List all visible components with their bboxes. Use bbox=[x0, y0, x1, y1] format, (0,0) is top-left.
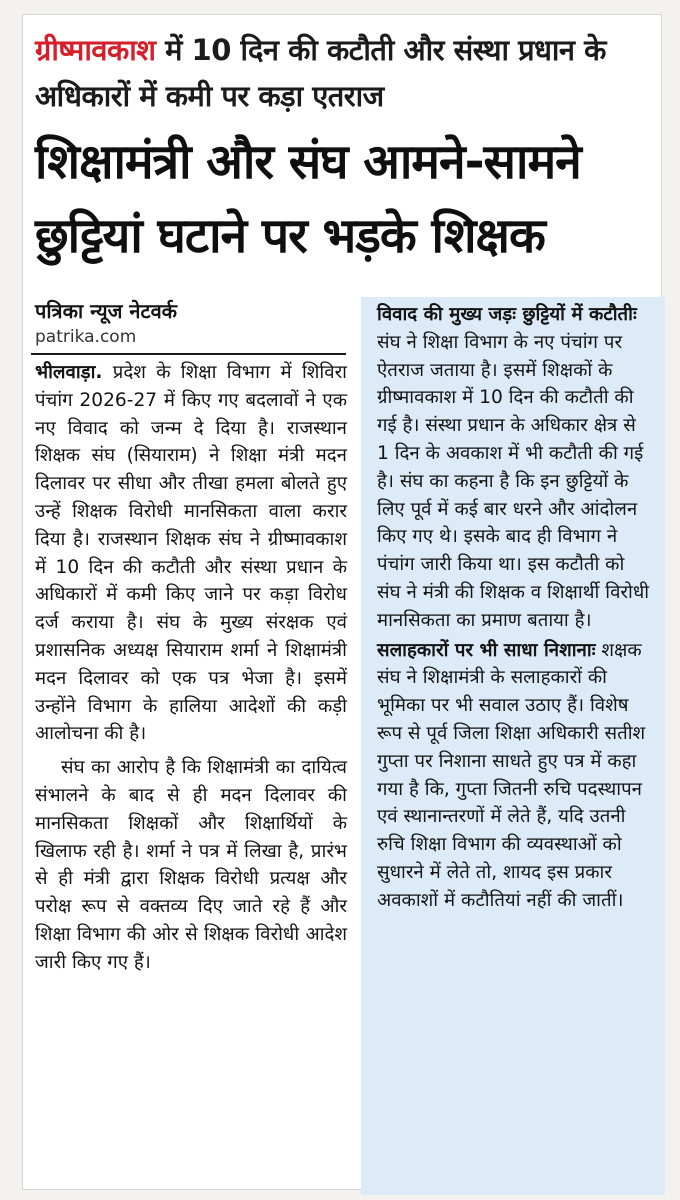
sidebar-section-2-text: शक्षक संघ ने शिक्षामंत्री के सलाहकारों की भूमिका पर भी सवाल उठाए हैं। विशेष रूप से पूर्व जिला शिक्षा अधिकारी सतीश गुप्ता पर निशाना साधते हुए पत्र में कहा गया है कि, गुप्ता जितनी रुचि पदस्थापन एवं स्थानान्तरणों में लेते हैं, यदि उतनी रुचि शिक्षा विभाग की व्यवस्थाओं को सुधारने में लेते तो, शायद इस प्रकार अवकाशों में कटौतियां नहीं की जातीं। bbox=[377, 639, 646, 911]
byline bbox=[35, 297, 345, 349]
body-paragraph-1-text: प्रदेश के शिक्षा विभाग में शिविरा पंचांग 2026-27 में किए गए बदलावों ने एक नए विवाद को जन्म दे दिया है। राजस्थान शिक्षक संघ (सियाराम) ने शिक्षा मंत्री मदन दिलावर पर सीधा और तीखा हमला बोलते हुए उन्हें शिक्षक विरोधी मानसिकता वाला करार दिया है। राजस्थान शिक्षक संघ ने ग्रीष्मावकाश में 10 दिन की कटौती और संस्था प्रधान के अधिकारों में कमी किए जाने पर कड़ा विरोध दर्ज कराया है। संघ के मुख्य संरक्षक एवं प्रशासनिक अध्यक्ष सियाराम शर्मा ने शिक्षामंत्री मदन दिलावर को एक पत्र भेजा है। इसमें उन्होंने विभाग के हालिया आदेशों की कड़ी आलोचना की है। bbox=[35, 362, 347, 745]
sidebar-section-1 bbox=[377, 301, 653, 635]
column-divider-rule bbox=[31, 353, 346, 355]
main-headline bbox=[35, 125, 651, 273]
kicker-highlight: ग्रीष्मावकाश bbox=[35, 33, 156, 67]
sidebar-section-1-text: संघ ने शिक्षा विभाग के नए पंचांग पर ऐतराज जताया है। इसमें शिक्षकों के ग्रीष्मावकाश में 10 दिन की कटौती की गई है। संस्था प्रधान के अधिकार क्षेत्र से 1 दिन के अवकाश में भी कटौती की गई है। संघ का कहना है कि इन छुट्टियों के लिए पूर्व में कई बार धरने और आंदोलन किए गए थे। इसके बाद ही विभाग ने पंचांग जारी किया था। इस कटौती को संघ ने मंत्री की शिक्षक व शिक्षार्थी विरोधी मानसिकता का प्रमाण बताया है। bbox=[377, 331, 650, 631]
article-body bbox=[35, 359, 347, 977]
sidebar-section-2 bbox=[377, 637, 653, 915]
dateline: भीलवाड़ा. bbox=[35, 362, 103, 383]
news-clipping bbox=[22, 14, 662, 1190]
headline-line-2: छुट्टियां घटाने पर भड़के शिक्षक bbox=[35, 208, 545, 264]
sidebar-box bbox=[361, 297, 665, 1195]
sidebar-subhead-1: विवाद की मुख्य जड़ः छुट्टियों में कटौतीः bbox=[377, 304, 637, 325]
byline-agency: पत्रिका न्यूज नेटवर्क bbox=[35, 299, 178, 323]
byline-site: patrika.com bbox=[35, 327, 137, 347]
sidebar-subhead-2: सलाहकारों पर भी साधा निशानाः bbox=[377, 639, 596, 661]
kicker-text: में 10 दिन की कटौती और संस्था प्रधान के अधिकारों में कमी पर कड़ा एतराज bbox=[35, 33, 606, 113]
kicker-headline bbox=[35, 27, 651, 119]
body-paragraph-1 bbox=[35, 359, 347, 748]
body-paragraph-2: संघ का आरोप है कि शिक्षामंत्री का दायित्व संभालने के बाद से ही मदन दिलावर की मानसिकता शिक्षकों और शिक्षार्थियों के खिलाफ रही है। शर्मा ने पत्र में लिखा है, प्रारंभ से ही मंत्री द्वारा शिक्षक विरोधी प्रत्यक्ष और परोक्ष रूप से वक्तव्य दिए जाते रहे हैं और शिक्षा विभाग की ओर से शिक्षक विरोधी आदेश जारी किए गए हैं। bbox=[35, 757, 347, 973]
headline-line-1: शिक्षामंत्री और संघ आमने-सामने bbox=[35, 134, 581, 190]
